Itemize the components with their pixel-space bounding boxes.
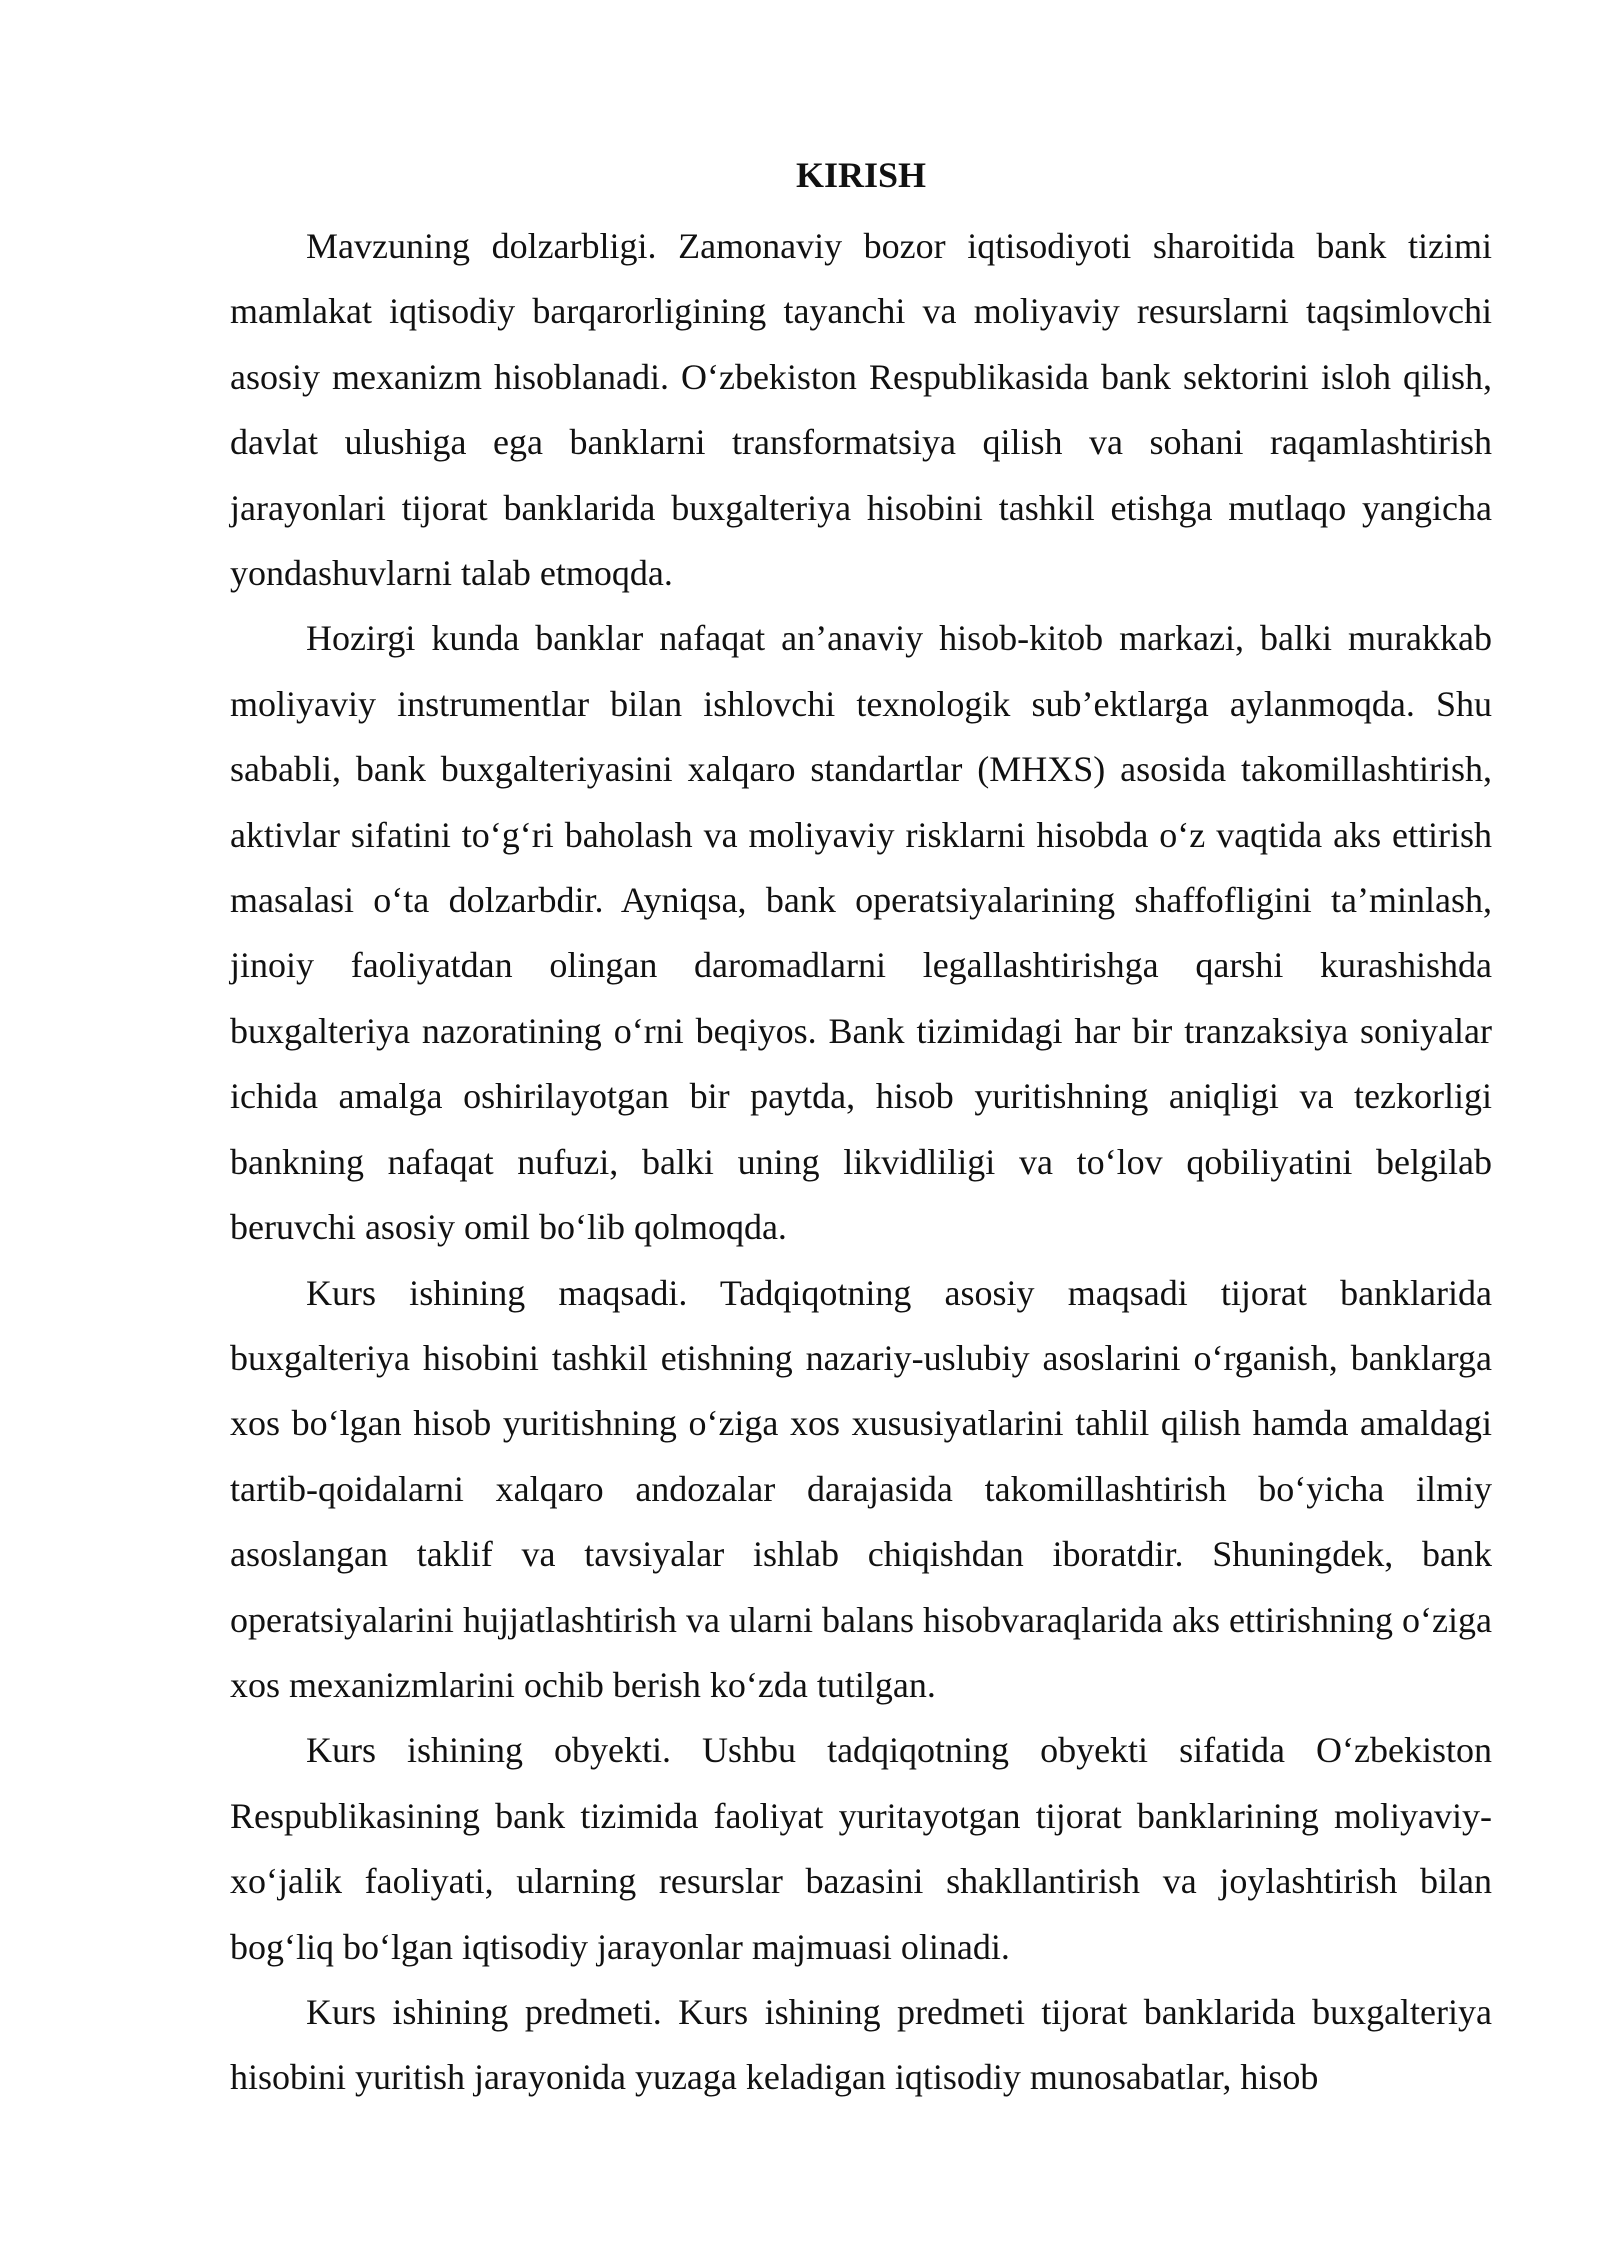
paragraph-goal: Kurs ishining maqsadi. Tadqiqotning asosiy maqsadi tijorat banklarida buxgalteriya hisobini tashkil etishning nazariy-uslubiy asoslarini oʻrganish, banklarga xos boʻlgan hisob yuritishning oʻziga xos xususiyatlarini tahlil qilish hamda amaldagi tartib-qoidalarni xalqaro andozalar darajasida takomillashtirish boʻyicha ilmiy asoslangan taklif va tavsiyalar ishlab chiqishdan iboratdir. Shuningdek, bank operatsiyalarini hujjatlashtirish va ularni balans hisobvaraqlarida aks ettirishning oʻziga xos mexanizmlarini ochib berish koʻzda tutilgan. [230, 1272, 1492, 1705]
page-title: KIRISH [795, 155, 927, 195]
paragraph-context: Hozirgi kunda banklar nafaqat an’anaviy hisob-kitob markazi, balki murakkab moliyaviy instrumentlar bilan ishlovchi texnologik sub’ektlarga aylanmoqda. Shu sababli, bank buxgalteriyasini xalqaro standartlar (MHXS) asosida takomillashtirish, aktivlar sifatini toʻgʻri baholash va moliyaviy risklarni hisobda oʻz vaqtida aks ettirish masalasi oʻta dolzarbdir. Ayniqsa, bank operatsiyalarining shaffofligini ta’minlash, jinoiy faoliyatdan olingan daromadlarni legallashtirishga qarshi kurashishda buxgalteriya nazoratining oʻrni beqiyos. Bank tizimidagi har bir tranzaksiya soniyalar ichida amalga oshirilayotgan bir paytda, hisob yuritishning aniqligi va tezkorligi bankning nafaqat nufuzi, balki uning likvidliligi va toʻlov qobiliyatini belgilab beruvchi asosiy omil boʻlib qolmoqda. [230, 618, 1492, 1248]
paragraph-relevance: Mavzuning dolzarbligi. Zamonaviy bozor iqtisodiyoti sharoitida bank tizimi mamlakat iqtisodiy barqarorligining tayanchi va moliyaviy resurslarni taqsimlovchi asosiy mexanizm hisoblanadi. Oʻzbekiston Respublikasida bank sektorini isloh qilish, davlat ulushiga ega banklarni transformatsiya qilish va sohani raqamlashtirish jarayonlari tijorat banklarida buxgalteriya hisobini tashkil etishga mutlaqo yangicha yondashuvlarni talab etmoqda. [230, 226, 1492, 594]
paragraph-subject: Kurs ishining predmeti. Kurs ishining predmeti tijorat banklarida buxgalteriya hisobini yuritish jarayonida yuzaga keladigan iqtisodiy munosabatlar, hisob [230, 1991, 1492, 2098]
document-page [230, 150, 1492, 2111]
paragraph-object: Kurs ishining obyekti. Ushbu tadqiqotning obyekti sifatida Oʻzbekiston Respublikasining bank tizimida faoliyat yuritayotgan tijorat banklarining moliyaviy-xoʻjalik faoliyati, ularning resurslar bazasini shakllantirish va joylashtirish bilan bogʻliq boʻlgan iqtisodiy jarayonlar majmuasi olinadi. [230, 1730, 1492, 1967]
